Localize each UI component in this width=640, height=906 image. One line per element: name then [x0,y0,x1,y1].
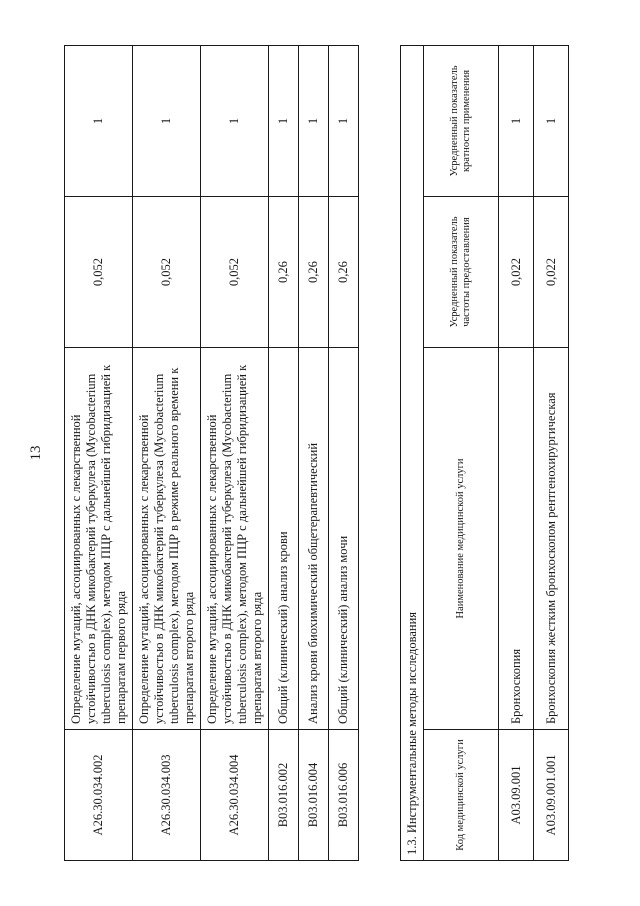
header-name: Наименование медицинской услуги [424,348,499,730]
service-name-cell: Бронхоскопия [499,348,534,730]
code-cell: A03.09.001 [499,730,534,861]
table-row [534,46,569,861]
code-cell: A03.09.001.001 [534,730,569,861]
table-row [499,46,534,861]
service-name-cell: Определение мутаций, ассоциированных с лекарственной устойчивостью в ДНК микобактерий туберкулеза (Mycobacterium tuberculosis complex), методом ПЦР с дальнейшей гибридизацией к препаратам первого ряда [65,348,133,730]
frequency-cell: 0,052 [201,197,269,348]
section-title: 1.3. Инструментальные методы исследования [401,46,424,861]
frequency-cell: 0,022 [499,197,534,348]
header-code: Код медицинской услуги [424,730,499,861]
service-name-cell: Общий (клинический) анализ мочи [329,348,359,730]
frequency-cell: 0,26 [269,197,299,348]
table-row [133,46,201,861]
multiplicity-cell: 1 [65,46,133,197]
section-title-row [401,46,424,861]
code-cell: A26.30.034.003 [133,730,201,861]
multiplicity-cell: 1 [269,46,299,197]
laboratory-services-table [64,45,359,861]
header-frequency: Усредненный показатель частоты предоставления [424,197,499,348]
frequency-cell: 0,022 [534,197,569,348]
multiplicity-cell: 1 [299,46,329,197]
code-cell: B03.016.004 [299,730,329,861]
frequency-cell: 0,26 [299,197,329,348]
multiplicity-cell: 1 [534,46,569,197]
code-cell: A26.30.034.004 [201,730,269,861]
multiplicity-cell: 1 [499,46,534,197]
code-cell: B03.016.006 [329,730,359,861]
table-row [269,46,299,861]
service-name-cell: Определение мутаций, ассоциированных с лекарственной устойчивостью в ДНК микобактерий туберкулеза (Mycobacterium tuberculosis complex), методом ПЦР с дальнейшей гибридизацией к препаратам второго ряда [201,348,269,730]
instrumental-methods-table [400,45,569,861]
service-name-cell: Анализ крови биохимический общетерапевтический [299,348,329,730]
frequency-cell: 0,26 [329,197,359,348]
service-name-cell: Бронхоскопия жестким бронхоскопом рентгенохирургическая [534,348,569,730]
table-row [65,46,133,861]
table-row [201,46,269,861]
multiplicity-cell: 1 [133,46,201,197]
header-row [424,46,499,861]
frequency-cell: 0,052 [133,197,201,348]
service-name-cell: Общий (клинический) анализ крови [269,348,299,730]
table-row [329,46,359,861]
multiplicity-cell: 1 [329,46,359,197]
code-cell: A26.30.034.002 [65,730,133,861]
table-row [299,46,329,861]
multiplicity-cell: 1 [201,46,269,197]
service-name-cell: Определение мутаций, ассоциированных с лекарственной устойчивостью в ДНК микобактерий туберкулеза (Mycobacterium tuberculosis complex), методом ПЦР в режиме реального времени к препаратам второго ряда [133,348,201,730]
code-cell: B03.016.002 [269,730,299,861]
frequency-cell: 0,052 [65,197,133,348]
page-number: 13 [28,445,44,461]
header-multiplicity: Усредненный показатель кратности применения [424,46,499,197]
